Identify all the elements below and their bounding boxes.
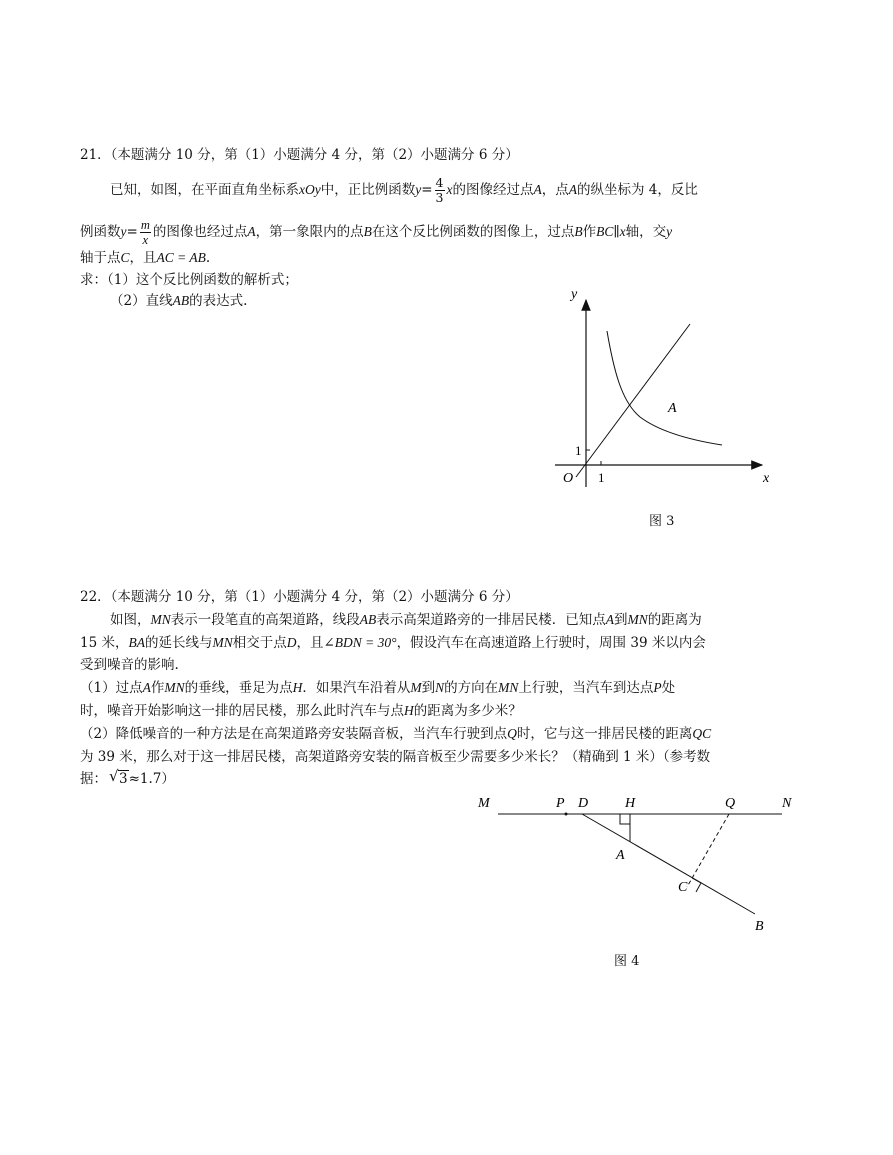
point-A-label: A	[668, 401, 677, 416]
figure-4-caption: 图 4	[614, 954, 640, 969]
q22-subquestion-2-line3: 据： √ 3≈1.7）	[80, 767, 175, 787]
label-D: D	[578, 796, 589, 811]
segment-DB	[582, 814, 755, 914]
sqrt-three: √ 3	[109, 767, 128, 787]
fraction-four-thirds: $\frac{4}{3}$	[435, 175, 444, 205]
figure-3-caption: 图 3	[649, 514, 675, 529]
label-C: C	[678, 880, 688, 895]
q22-subquestion-1-line2: 时，噪音开始影响这一排的居民楼，那么此时汽车与点H的距离为多少米？	[80, 703, 522, 719]
inverse-function-curve	[607, 331, 722, 445]
q22-subquestion-2-line1: （2）降低噪音的一种方法是在高架道路旁安装隔音板，当汽车行驶到点Q时，它与这一排居民楼的距离QC	[80, 726, 712, 742]
tick-y-1-label: 1	[575, 443, 582, 458]
x-axis-label: x	[763, 471, 770, 486]
figure-3-graph	[540, 282, 780, 497]
figure-4-diagram	[470, 788, 800, 938]
label-Q: Q	[725, 796, 736, 811]
label-A: A	[616, 848, 625, 863]
q21-paragraph-line2: 例函数y= $\frac{m}{x}$ 的图像也经过点A，第一象限内的点B在这个反比例函数的图像上，过点B作BC∥x轴，交y	[80, 218, 673, 247]
fraction-m-over-x: $\frac{m}{x}$	[140, 218, 150, 247]
q22-subquestion-1-line1: （1）过点A作MN的垂线，垂足为点H．如果汽车沿着从M到N的方向在MN上行驶，当汽车到达点P处	[80, 680, 676, 696]
q22-header: 22．（本题满分 10 分，第（1）小题满分 4 分，第（2）小题满分 6 分）	[80, 589, 519, 605]
label-M: M	[478, 796, 490, 811]
q21-ask-1: 求：（1）这个反比例函数的解析式；	[80, 272, 298, 288]
label-H: H	[625, 796, 636, 811]
origin-label: O	[563, 471, 574, 486]
label-P: P	[556, 796, 565, 811]
q22-paragraph-line2: 15 米，BA的延长线与MN相交于点D，且∠BDN = 30°，假设汽车在高速道路上行驶时，周围 39 米以内会	[80, 635, 706, 651]
right-angle-C	[692, 878, 701, 892]
q21-paragraph-line3: 轴于点C，且AC = AB.	[80, 250, 211, 266]
segment-QC-dashed	[687, 814, 729, 887]
q22-paragraph-line3: 受到噪音的影响.	[80, 657, 179, 673]
label-N: N	[782, 796, 792, 811]
q22-subquestion-2-line2: 为 39 米，那么对于这一排居民楼，高架道路旁安装的隔音板至少需要多少米长？（精确到 1 米）（参考数	[80, 749, 711, 765]
q21-header: 21．（本题满分 10 分，第（1）小题满分 4 分，第（2）小题满分 6 分）	[80, 147, 519, 163]
label-B: B	[755, 919, 764, 934]
q22-paragraph-line1: 如图，MN表示一段笔直的高架道路，线段AB表示高架道路旁的一排居民楼．已知点A到MN的距离为	[110, 612, 702, 628]
tick-x-1-label: 1	[598, 470, 605, 485]
y-axis-label: y	[571, 287, 578, 302]
point-P	[565, 813, 568, 816]
right-angle-H	[620, 814, 630, 824]
q21-ask-2: （2）直线AB的表达式.	[110, 293, 248, 309]
q21-paragraph-line1: 已知，如图，在平面直角坐标系xOy中，正比例函数y= $\frac{4}{3}$ x的图像经过点A，点A的纵坐标为 4，反比	[110, 175, 698, 205]
